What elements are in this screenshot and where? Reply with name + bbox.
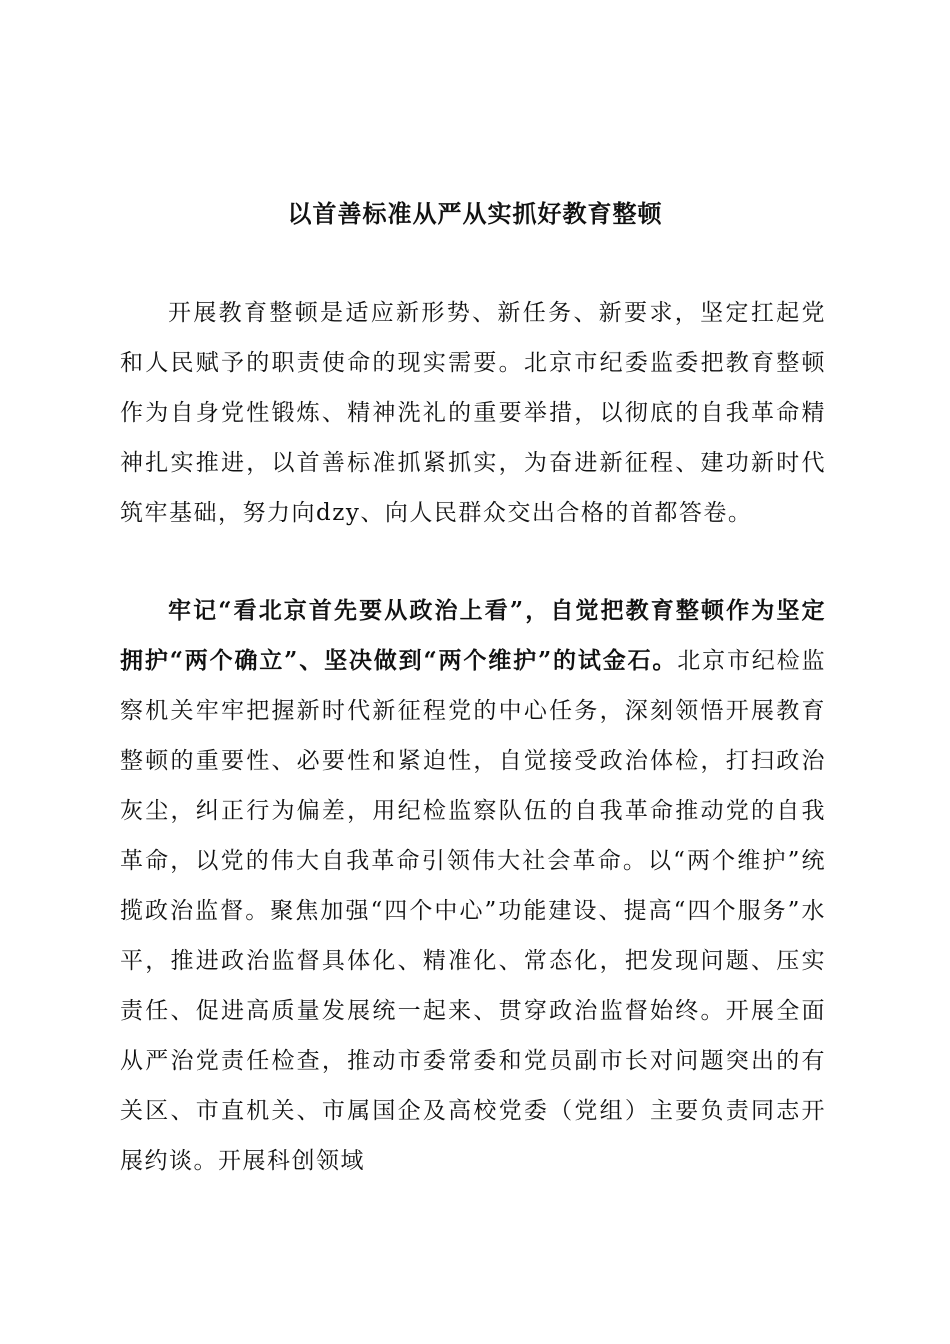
document-title: 以首善标准从严从实抓好教育整顿	[287, 199, 663, 228]
paragraph-1-text: 开展教育整顿是适应新形势、新任务、新要求，坚定扛起党和人民赋予的职责使命的现实需要。北京市纪委监委把教育整顿作为自身党性锻炼、精神洗礼的重要举措，以彻底的自我革命精神扎实推进，以首善标准抓紧抓实，为奋进新征程、建功新时代筑牢基础，努力向dzy、向人民群众交出合格的首都答卷。	[120, 300, 826, 526]
paragraph-2-text: 北京市纪检监察机关牢牢把握新时代新征程党的中心任务，深刻领悟开展教育整顿的重要性、必要性和紧迫性，自觉接受政治体检，打扫政治灰尘，纠正行为偏差，用纪检监察队伍的自我革命推动党的自我革命，以党的伟大自我革命引领伟大社会革命。以“两个维护”统揽政治监督。聚焦加强“四个中心”功能建设、提高“四个服务”水平，推进政治监督具体化、精准化、常态化，把发现问题、压实责任、促进高质量发展统一起来、贯穿政治监督始终。开展全面从严治党责任检查，推动市委常委和党员副市长对问题突出的有关区、市直机关、市属国企及高校党委（党组）主要负责同志开展约谈。开展科创领域	[120, 648, 827, 1174]
paragraph-1	[120, 288, 826, 538]
paragraph-2	[120, 586, 826, 1186]
paragraph-2-lead: 牢记“看北京首先要从政治上看”，自觉把教育整顿作为坚定拥护“两个确立”、坚决做到“两个维护”的试金石。	[120, 597, 826, 674]
